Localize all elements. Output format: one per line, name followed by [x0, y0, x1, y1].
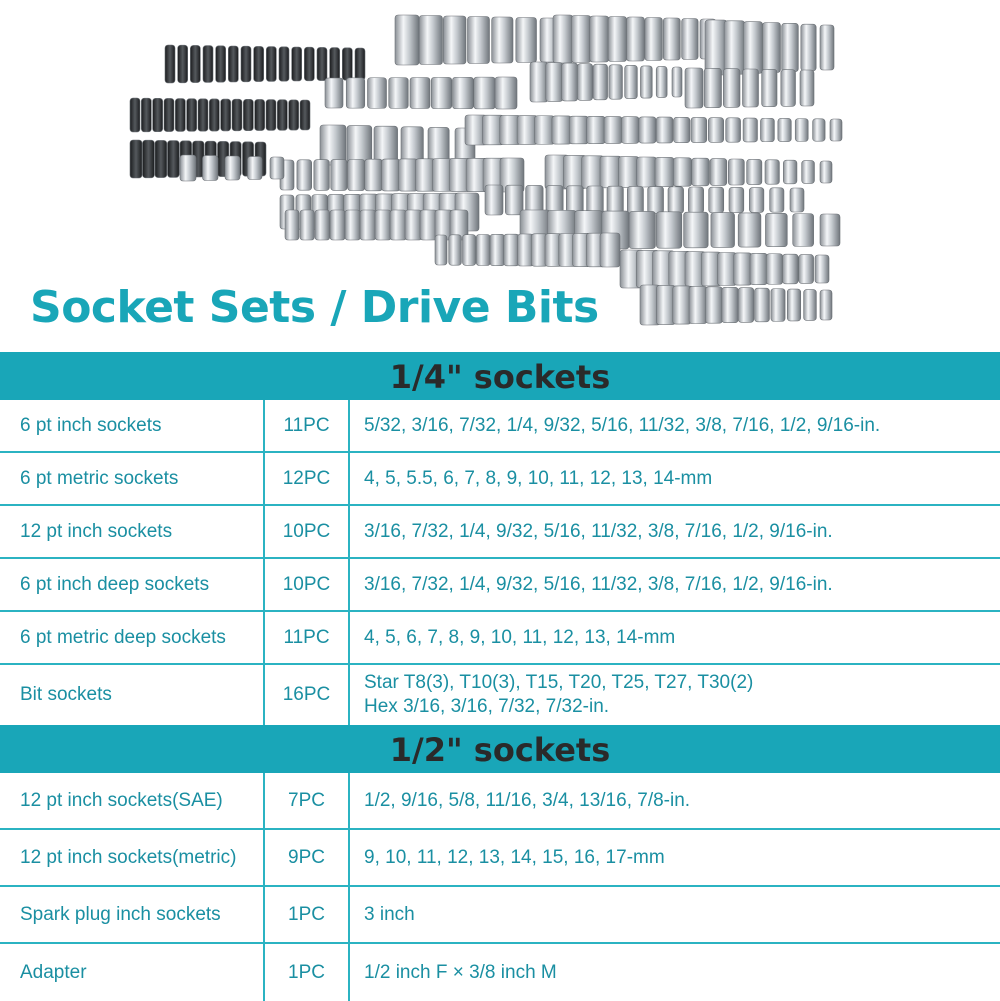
socket-shape	[709, 187, 724, 213]
socket-shape	[485, 185, 503, 215]
socket-shape	[673, 158, 691, 186]
table-row	[0, 453, 1000, 506]
socket-shape	[516, 18, 537, 63]
socket-shape	[820, 161, 832, 183]
row-spec: 1/2, 9/16, 5/8, 11/16, 3/4, 13/16, 7/8-in.	[364, 789, 691, 811]
socket-shape	[347, 126, 372, 165]
row-qty: 11PC	[265, 400, 350, 451]
socket-shape	[468, 17, 490, 64]
socket-shape	[566, 186, 583, 214]
socket-shape	[625, 65, 638, 98]
socket-shape	[705, 20, 727, 75]
socket-shape	[153, 98, 163, 131]
socket-shape	[749, 188, 764, 213]
socket-shape	[216, 46, 226, 82]
row-spec: 4, 5, 6, 7, 8, 9, 10, 11, 12, 13, 14-mm	[364, 626, 676, 648]
socket-shape	[130, 98, 140, 132]
socket-shape	[688, 187, 703, 213]
socket-shape	[760, 118, 774, 142]
socket-shape	[692, 158, 710, 186]
socket-shape	[770, 188, 784, 212]
socket-shape	[297, 160, 312, 190]
socket-shape	[790, 188, 804, 212]
socket-shape	[348, 159, 365, 190]
socket-shape	[648, 187, 664, 214]
socket-shape	[289, 100, 299, 130]
socket-shape	[130, 140, 142, 178]
socket-shape	[232, 99, 242, 131]
row-name: 6 pt metric deep sockets	[0, 612, 265, 663]
socket-shape	[593, 64, 607, 100]
socket-shape	[689, 286, 707, 323]
socket-shape	[225, 156, 240, 180]
socket-shape	[221, 99, 231, 131]
socket-shape	[674, 117, 690, 142]
socket-shape	[331, 160, 347, 191]
socket-shape	[577, 64, 592, 101]
socket-shape	[419, 16, 442, 65]
socket-shape	[164, 98, 174, 131]
socket-shape	[782, 23, 799, 71]
socket-shape	[673, 286, 692, 324]
socket-shape	[552, 116, 572, 144]
socket-shape	[607, 186, 623, 214]
socket-shape	[766, 254, 783, 285]
spec-table	[0, 352, 1000, 1001]
socket-shape	[729, 187, 744, 212]
socket-shape	[762, 69, 777, 106]
row-name: 12 pt inch sockets	[0, 506, 265, 557]
socket-shape	[292, 47, 302, 81]
socket-shape	[728, 159, 744, 185]
socket-shape	[587, 116, 606, 143]
socket-shape	[672, 67, 682, 97]
row-spec: 3/16, 7/32, 1/4, 9/32, 5/16, 11/32, 3/8, 7/16, 1/2, 9/16-in.	[364, 520, 833, 542]
socket-shape	[398, 159, 417, 191]
socket-shape	[428, 127, 449, 162]
socket-shape	[682, 19, 699, 60]
socket-shape	[330, 210, 345, 240]
socket-shape	[420, 210, 437, 240]
socket-shape	[801, 24, 816, 71]
row-qty: 10PC	[265, 506, 350, 557]
socket-shape	[325, 78, 343, 108]
socket-shape	[155, 140, 167, 177]
socket-shape	[360, 210, 376, 240]
socket-shape	[787, 289, 800, 321]
socket-shape	[726, 118, 741, 142]
row-qty: 11PC	[265, 612, 350, 663]
socket-shape	[793, 214, 814, 247]
socket-shape	[546, 63, 563, 102]
socket-shape	[604, 117, 622, 144]
row-spec-line: Star T8(3), T10(3), T15, T20, T25, T27, T30(2)	[364, 672, 754, 693]
socket-shape	[203, 46, 213, 83]
row-spec: 1/2 inch F × 3/8 inch M	[364, 961, 557, 983]
row-spec: 4, 5, 5.5, 6, 7, 8, 9, 10, 11, 12, 13, 14-mm	[364, 467, 713, 489]
table-row	[0, 944, 1000, 1001]
socket-shape	[645, 18, 663, 61]
socket-shape	[203, 156, 219, 181]
socket-shape	[750, 253, 767, 284]
section-heading-half-inch: 1/2" sockets	[0, 725, 1000, 773]
socket-shape	[800, 70, 814, 106]
socket-shape	[724, 21, 745, 74]
socket-shape	[765, 160, 779, 184]
row-qty: 16PC	[265, 665, 350, 725]
socket-shape	[569, 116, 588, 144]
socket-shape	[710, 159, 727, 186]
socket-shape	[463, 235, 476, 266]
socket-shape	[820, 214, 840, 246]
socket-shape	[375, 210, 391, 240]
socket-shape	[277, 100, 287, 131]
socket-shape	[627, 186, 643, 213]
row-name: 6 pt inch deep sockets	[0, 559, 265, 610]
socket-shape	[722, 287, 738, 322]
socket-shape	[314, 160, 330, 191]
socket-shape	[270, 157, 284, 179]
socket-shape	[180, 155, 196, 181]
socket-shape	[175, 99, 185, 132]
table-row	[0, 830, 1000, 887]
socket-shape	[783, 160, 797, 184]
socket-shape	[600, 233, 620, 267]
socket-shape	[345, 210, 360, 240]
socket-shape	[254, 46, 264, 81]
socket-shape	[317, 47, 327, 80]
socket-shape	[629, 211, 655, 248]
socket-shape	[389, 78, 409, 109]
socket-shape	[243, 99, 253, 130]
socket-shape	[553, 15, 573, 63]
socket-shape	[535, 116, 555, 144]
socket-shape	[799, 255, 814, 284]
socket-shape	[476, 235, 490, 266]
socket-shape	[765, 213, 787, 246]
row-qty: 12PC	[265, 453, 350, 504]
row-name: Bit sockets	[0, 665, 265, 725]
socket-shape	[143, 140, 155, 178]
socket-shape	[346, 78, 365, 108]
socket-shape	[830, 119, 842, 141]
socket-shape	[738, 288, 754, 323]
socket-shape	[668, 187, 684, 213]
socket-shape	[723, 69, 740, 108]
table-row	[0, 665, 1000, 725]
row-spec: 5/32, 3/16, 7/32, 1/4, 9/32, 5/16, 11/32, 3/8, 7/16, 1/2, 9/16-in.	[364, 414, 881, 436]
socket-shape	[656, 117, 673, 143]
socket-shape	[656, 66, 667, 97]
row-qty: 9PC	[265, 830, 350, 885]
row-name: 6 pt metric sockets	[0, 453, 265, 504]
socket-shape	[505, 185, 523, 215]
socket-shape	[608, 17, 627, 62]
socket-shape	[743, 69, 759, 107]
row-spec	[350, 665, 1000, 725]
socket-shape	[813, 119, 825, 141]
table-row	[0, 400, 1000, 453]
table-row	[0, 506, 1000, 559]
socket-shape	[781, 70, 796, 107]
row-spec: 3/16, 7/32, 1/4, 9/32, 5/16, 11/32, 3/8, 7/16, 1/2, 9/16-in.	[364, 573, 833, 595]
socket-shape	[453, 77, 474, 109]
socket-shape	[490, 234, 505, 265]
socket-shape	[241, 46, 251, 82]
socket-shape	[449, 235, 462, 265]
socket-shape	[492, 17, 513, 63]
row-name: Spark plug inch sockets	[0, 887, 265, 942]
row-spec: 3 inch	[364, 903, 415, 925]
socket-shape	[691, 117, 707, 142]
socket-shape	[747, 159, 762, 184]
socket-shape	[390, 210, 407, 240]
socket-shape	[330, 48, 340, 81]
socket-shape	[655, 157, 674, 186]
row-name: 6 pt inch sockets	[0, 400, 265, 451]
socket-shape	[209, 99, 219, 131]
socket-shape	[228, 46, 238, 82]
socket-shape	[743, 22, 762, 74]
socket-shape	[627, 17, 645, 61]
socket-shape	[190, 45, 200, 82]
socket-shape	[663, 18, 680, 60]
socket-shape	[435, 235, 447, 265]
socket-shape	[504, 234, 519, 266]
table-row	[0, 887, 1000, 944]
row-qty: 10PC	[265, 559, 350, 610]
socket-shape	[279, 47, 289, 81]
socket-shape	[763, 23, 781, 73]
socket-shape	[368, 78, 387, 109]
row-spec: 9, 10, 11, 12, 13, 14, 15, 16, 17-mm	[364, 846, 665, 868]
socket-shape	[820, 25, 834, 70]
socket-shape	[365, 159, 383, 191]
socket-shape	[266, 100, 276, 131]
socket-shape	[300, 210, 314, 240]
socket-shape	[804, 290, 817, 321]
socket-shape	[743, 118, 757, 142]
socket-shape	[656, 212, 681, 248]
socket-shape	[820, 290, 832, 320]
socket-shape	[685, 68, 703, 108]
socket-shape	[590, 16, 609, 62]
socket-shape	[640, 66, 652, 98]
socket-shape	[738, 213, 761, 247]
socket-shape	[734, 253, 752, 285]
socket-shape	[443, 16, 466, 64]
socket-shape	[405, 210, 422, 240]
socket-shape	[178, 45, 188, 83]
socket-shape	[495, 77, 517, 109]
socket-shape	[315, 210, 330, 240]
row-name: Adapter	[0, 944, 265, 1001]
socket-shape	[355, 48, 365, 80]
socket-shape	[320, 125, 346, 165]
socket-shape	[639, 117, 656, 143]
socket-shape	[609, 65, 623, 99]
socket-shape	[401, 127, 423, 163]
page-title: Socket Sets / Drive Bits	[30, 282, 599, 333]
socket-shape	[285, 210, 299, 240]
row-qty: 7PC	[265, 773, 350, 828]
socket-shape	[684, 212, 709, 248]
socket-shape	[778, 118, 791, 141]
socket-shape	[382, 159, 401, 191]
socket-shape	[711, 213, 735, 248]
row-qty: 1PC	[265, 944, 350, 1001]
socket-shape	[395, 15, 419, 65]
socket-shape	[248, 157, 263, 180]
socket-shape	[587, 186, 604, 214]
socket-shape	[783, 254, 799, 284]
socket-shape	[198, 99, 208, 131]
socket-shape	[771, 289, 785, 322]
socket-shape	[342, 48, 352, 80]
socket-shape	[141, 98, 151, 132]
socket-shape	[705, 287, 722, 323]
socket-shape	[168, 141, 180, 178]
socket-shape	[795, 119, 808, 142]
socket-shape	[571, 16, 591, 63]
socket-shape	[637, 157, 657, 187]
socket-shape	[704, 68, 721, 107]
socket-shape	[304, 47, 314, 81]
socket-shape	[410, 78, 430, 109]
socket-shape	[255, 99, 265, 130]
table-row	[0, 559, 1000, 612]
socket-shape	[374, 126, 398, 164]
socket-shape	[266, 47, 276, 82]
socket-shape	[474, 77, 496, 109]
socket-shape	[618, 157, 639, 188]
socket-shape	[562, 63, 578, 101]
socket-shape	[621, 117, 639, 144]
socket-shape	[300, 100, 310, 130]
socket-shape	[802, 161, 815, 184]
row-spec-line: Hex 3/16, 3/16, 7/32, 7/32-in.	[364, 696, 610, 717]
socket-shape	[431, 77, 452, 108]
table-row	[0, 612, 1000, 665]
row-qty: 1PC	[265, 887, 350, 942]
section-heading-quarter-inch: 1/4" sockets	[0, 352, 1000, 400]
socket-shape	[530, 62, 548, 102]
socket-shape	[187, 99, 197, 132]
socket-shape	[708, 118, 723, 143]
row-name: 12 pt inch sockets(metric)	[0, 830, 265, 885]
socket-shape	[815, 255, 829, 283]
socket-shape	[755, 288, 770, 322]
socket-shape	[165, 45, 175, 83]
row-name: 12 pt inch sockets(SAE)	[0, 773, 265, 828]
table-row	[0, 773, 1000, 830]
